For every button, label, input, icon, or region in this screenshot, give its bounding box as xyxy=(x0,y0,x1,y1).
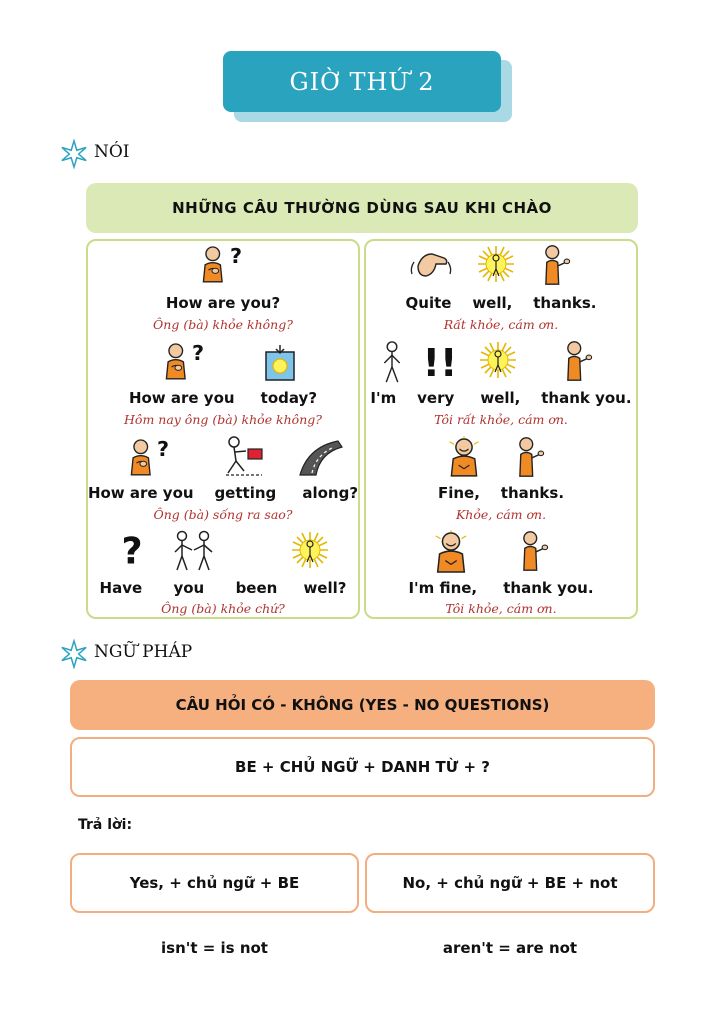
sparkle-star-icon xyxy=(60,140,88,168)
speaking-banner: NHỮNG CÂU THƯỜNG DÙNG SAU KHI CHÀO xyxy=(86,183,638,233)
question-mark-icon xyxy=(155,436,171,462)
translation: Tôi khỏe, cám ơn. xyxy=(445,601,557,616)
yes-answer-box: Yes, + chủ ngữ + BE xyxy=(70,853,359,913)
translation: Tôi rất khỏe, cám ơn. xyxy=(434,412,568,427)
big-question-mark-icon xyxy=(118,530,146,572)
getting-along-icon xyxy=(222,435,266,477)
contraction-arent: aren't = are not xyxy=(442,939,578,957)
phrase-very-well-thank-you: I'm very well, thank you. xyxy=(370,389,632,407)
lesson-title-box xyxy=(223,51,501,112)
sparkle-star-icon xyxy=(60,640,88,668)
sun-well-icon xyxy=(476,244,516,284)
hand-so-so-icon xyxy=(408,244,454,284)
phrase-im-fine-thank-you: I'm fine, thank you. xyxy=(408,579,594,597)
lesson-title: GIỜ THỨ 2 xyxy=(289,67,435,96)
phrase-fine-thanks: Fine, thanks. xyxy=(437,484,565,502)
question-formula-box: BE + CHỦ NGỮ + DANH TỪ + ? xyxy=(70,737,655,797)
translation: Khỏe, cám ơn. xyxy=(455,507,547,522)
sun-well-icon xyxy=(478,340,518,380)
sun-well-icon xyxy=(290,530,330,570)
translation: Ông (bà) khỏe chứ? xyxy=(161,601,285,616)
happy-person-icon xyxy=(446,436,482,478)
person-thanks-icon xyxy=(560,340,594,382)
answer-label: Trả lời: xyxy=(78,817,133,833)
stick-figure-icon xyxy=(380,340,404,384)
question-mark-icon xyxy=(228,243,244,269)
phrase-getting-along: How are you getting along? xyxy=(87,484,359,502)
double-exclamation-icon xyxy=(422,338,458,385)
translation: Ông (bà) khỏe không? xyxy=(153,317,293,332)
person-thanks-icon xyxy=(516,530,550,572)
phrase-have-you-been-well: Have you been well? xyxy=(99,579,347,597)
today-calendar-icon xyxy=(264,344,296,382)
translation: Rất khỏe, cám ơn. xyxy=(443,317,559,332)
section-grammar-title: NGỮ PHÁP xyxy=(94,642,193,662)
happy-person-icon xyxy=(432,530,470,574)
section-speaking-title: NÓI xyxy=(94,142,130,162)
phrase-quite-well-thanks: Quite well, thanks. xyxy=(405,294,597,312)
two-people-icon xyxy=(172,530,216,572)
contraction-isnt: isn't = is not xyxy=(161,939,268,957)
no-answer-box: No, + chủ ngữ + BE + not xyxy=(365,853,655,913)
phrase-how-are-you: How are you? xyxy=(165,294,281,312)
person-thanks-icon xyxy=(538,244,572,286)
svg-text:!!: !! xyxy=(422,341,458,385)
section-speaking-header xyxy=(60,140,130,168)
grammar-banner: CÂU HỎI CÓ - KHÔNG (YES - NO QUESTIONS) xyxy=(70,680,655,730)
question-mark-icon xyxy=(190,340,206,366)
person-thanks-icon xyxy=(512,436,546,478)
translation: Hôm nay ông (bà) khỏe không? xyxy=(124,412,322,427)
phrase-how-are-you-today: How are you today? xyxy=(128,389,318,407)
road-icon xyxy=(298,437,344,477)
section-grammar-header xyxy=(60,640,192,668)
translation: Ông (bà) sống ra sao? xyxy=(153,507,293,522)
